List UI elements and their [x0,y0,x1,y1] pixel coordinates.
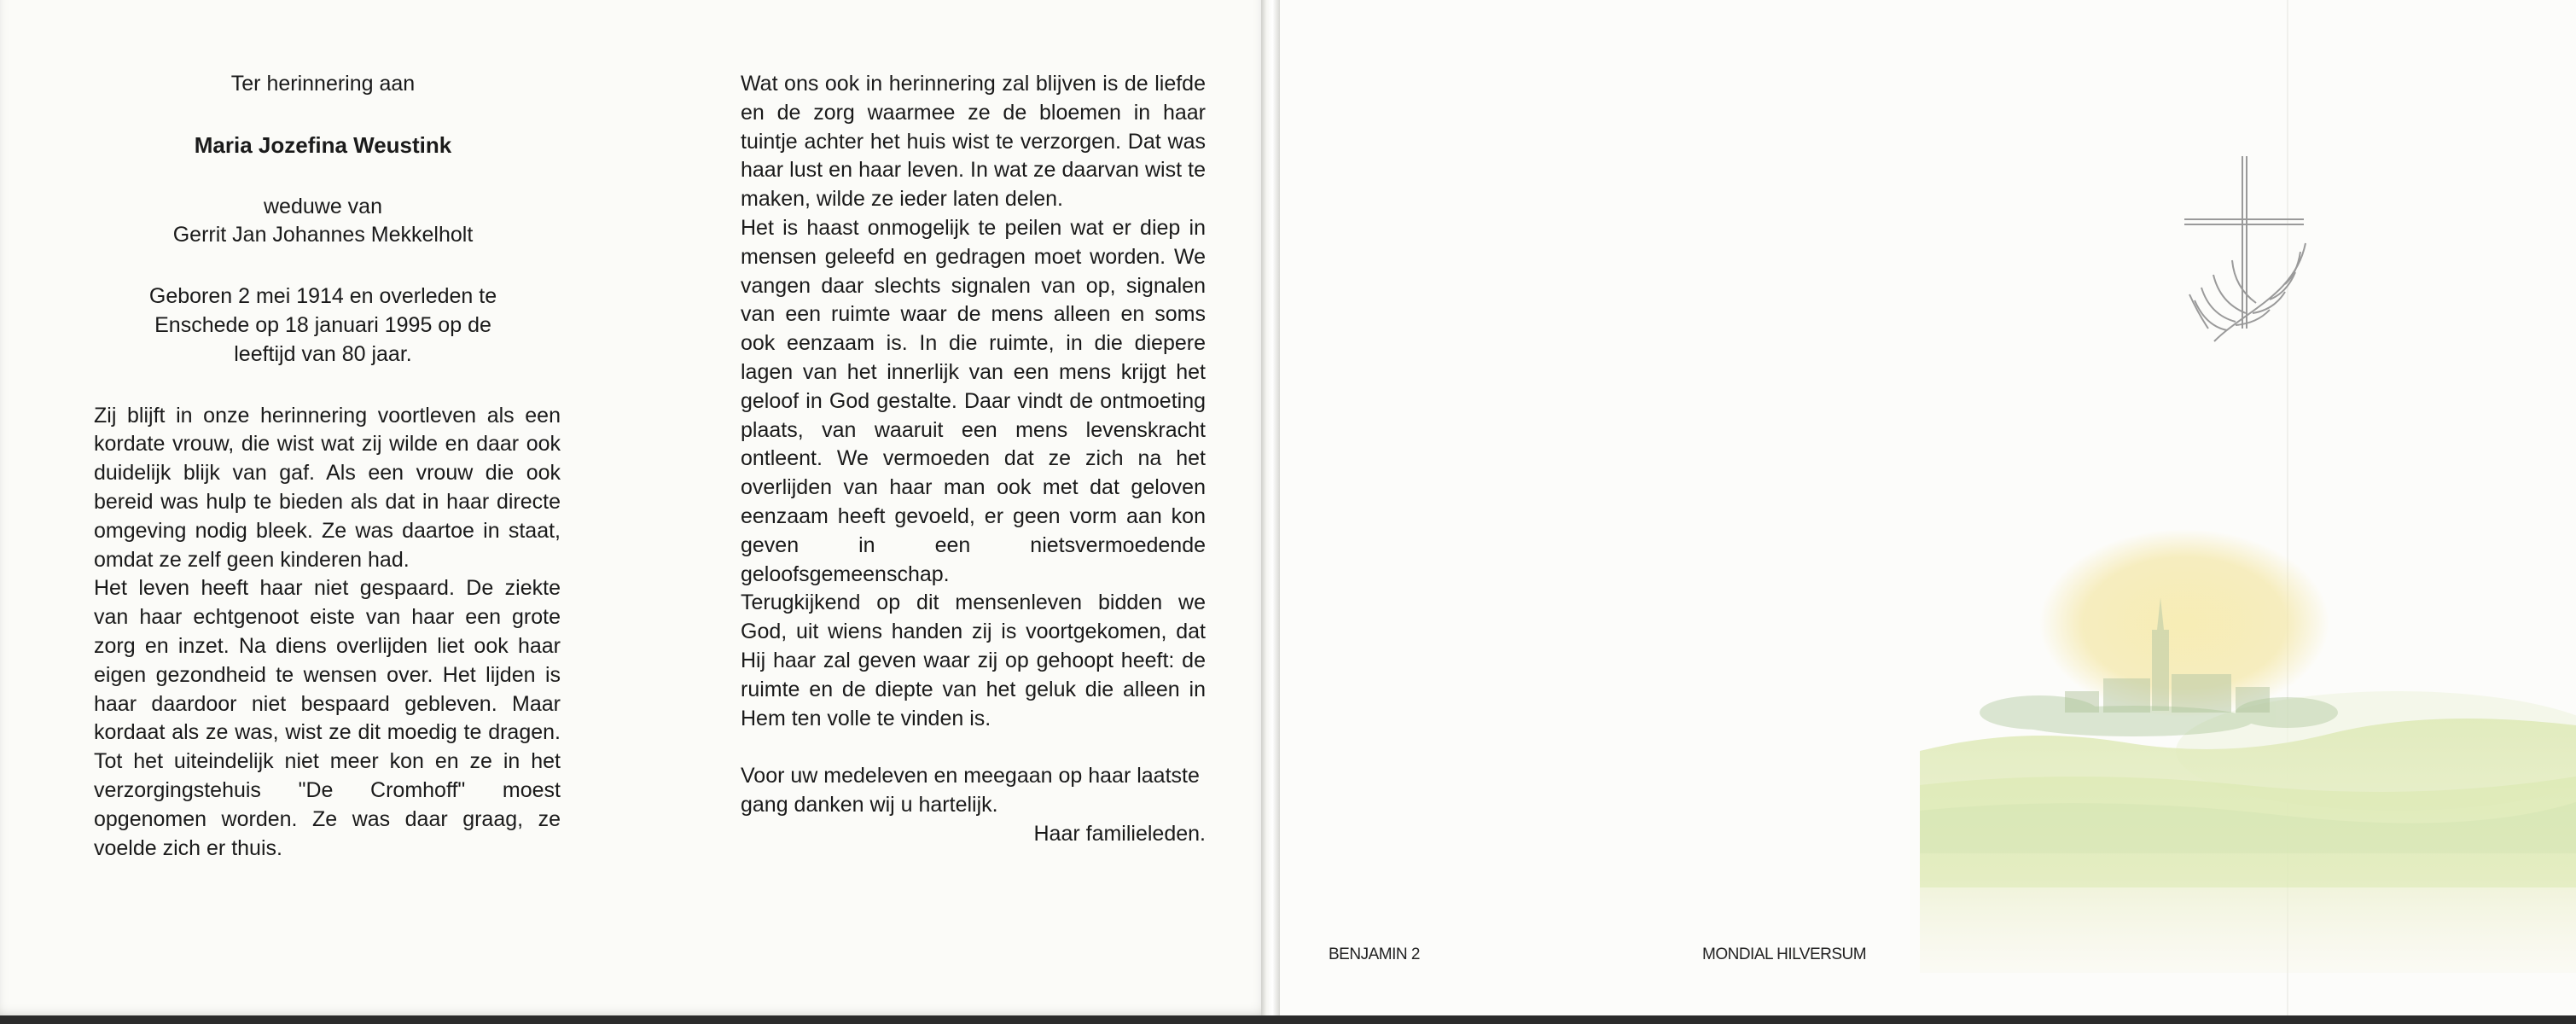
scan-bottom-edge [0,1015,2576,1024]
memorial-paragraph-5: Terugkijkend op dit mensenleven bidden we God, uit wiens handen zij is voortgekomen, dat Hij haar zal geven waar zij op gehoopt heeft: de ruimte en de diepte van het geluk die alleen in Hem ten volle te vinden is. [741,591,1206,730]
card-fold [1261,0,1280,1024]
cross-with-palm-icon [2167,149,2321,354]
memorial-paragraph-2: Het leven heeft haar niet gespaard. De ziekte van haar echtgenoot eiste van haar een grote zorg en inzet. Na diens overlijden liet ook haar eigen gezondheid te wensen over. Het lijden is haar daardoor niet bespaard gebleven. Maar kordaat als ze was, wist ze dit moedig te dragen. Tot het uiteindelijk niet meer kon en ze in het verzorgingstehuis "De Cromhoff" moest opgenomen worden. Ze was daar graag, ze voelde zich er thuis. [94,576,561,860]
right-column [741,70,1206,849]
deceased-name: Maria Jozefina Weustink [194,131,452,158]
print-code: BENJAMIN 2 [1329,945,1420,963]
birth-death-line-2: Enschede op 18 januari 1995 op de [154,312,491,337]
widow-label: weduwe van [264,194,382,218]
card-front [1280,0,2576,1024]
memorial-heading: Ter herinnering aan [230,72,416,96]
memorial-paragraph-1: Zij blijft in onze herinnering voortleven als een kordate vrouw, die wist wat zij wilde en daar ook duidelijk blijk van gaf. Als een vrouw die ook bereid was hulp te bieden als dat in haar directe omgeving nodig bleek. Ze was daartoe in staat, omdat ze zelf geen kinderen had. [94,403,561,572]
signature: Haar familieleden. [1033,821,1206,846]
thanks-text: Voor uw medeleven en meegaan op haar laatste gang danken wij u hartelijk. [741,764,1200,817]
left-column [94,70,561,863]
village-landscape-watercolor [1920,529,2576,1007]
birth-death-line-1: Geboren 2 mei 1914 en overleden te [148,284,497,309]
inner-spread [0,0,1261,1024]
printer-name: MONDIAL HILVERSUM [1702,945,1867,963]
birth-death-line-3: leeftijd van 80 jaar. [234,341,412,366]
memorial-paragraph-3: Wat ons ook in herinnering zal blijven is de liefde en de zorg waarmee ze de bloemen in haar tuintje achter het huis wist te verzorgen. Dat was haar lust en haar leven. In wat ze daarvan wist te maken, wilde ze ieder laten delen. [741,72,1206,212]
spouse-name: Gerrit Jan Johannes Mekkelholt [172,223,474,247]
memorial-paragraph-4: Het is haast onmogelijk te peilen wat er diep in mensen geleefd en gedragen moet worden. We vangen daar slechts signalen van op, signalen van een ruimte waar de mens alleen en soms ook eenzaam is. In die ruimte, in die diepere lagen van het innerlijk van een mens krijgt het geloof in God gestalte. Daar vindt de ontmoeting plaats, van waaruit een mens levenskracht ontleent. We vermoeden dat ze zich na het overlijden van haar man ook met dat geloven eenzaam heeft gevoeld, er geen vorm aan kon geven in een nietsvermoedende geloofsgemeenschap. [741,215,1206,586]
